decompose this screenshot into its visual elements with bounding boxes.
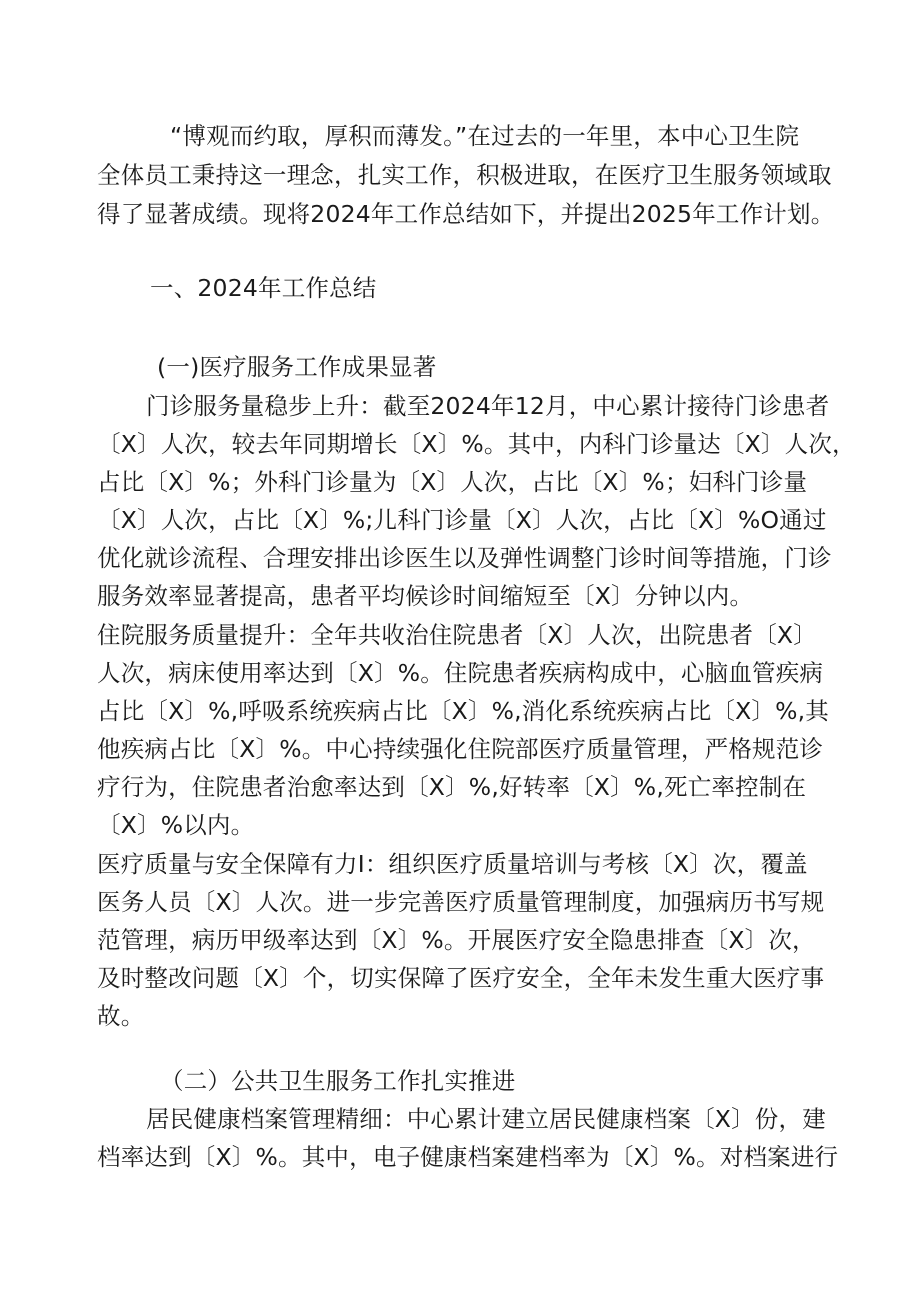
inpatient-line-6: 〔X〕%以内。: [97, 811, 255, 839]
section-heading-2024-summary: 一、2024年工作总结: [150, 274, 377, 302]
inpatient-line-4: 他疾病占比〔X〕%。中心持续强化住院部医疗质量管理，严格规范诊: [97, 735, 824, 763]
inpatient-line-5: 疗行为，住院患者治愈率达到〔X〕%,好转率〔X〕%,死亡率控制在: [97, 773, 807, 801]
subsection-heading-medical-service: (一)医疗服务工作成果显著: [157, 353, 437, 381]
health-records-line-1: 居民健康档案管理精细：中心累计建立居民健康档案〔X〕份，建: [146, 1105, 826, 1133]
intro-line-1: “博观而约取，厚积而薄发。”在过去的一年里，本中心卫生院: [170, 122, 800, 150]
health-records-line-2: 档率达到〔X〕%。其中，电子健康档案建档率为〔X〕%。对档案进行: [97, 1143, 839, 1171]
outpatient-line-1: 门诊服务量稳步上升：截至2024年12月，中心累计接待门诊患者: [146, 392, 830, 420]
outpatient-line-5: 优化就诊流程、合理安排出诊医生以及弹性调整门诊时间等措施，门诊: [97, 544, 832, 572]
outpatient-line-2: 〔X〕人次，较去年同期增长〔X〕%。其中，内科门诊量达〔X〕人次，: [97, 430, 856, 458]
inpatient-line-3: 占比〔X〕%,呼吸系统疾病占比〔X〕%,消化系统疾病占比〔X〕%,其: [97, 697, 829, 725]
outpatient-line-4: 〔X〕人次，占比〔X〕%;儿科门诊量〔X〕人次，占比〔X〕%O通过: [97, 506, 827, 534]
intro-line-2: 全体员工秉持这一理念，扎实工作，积极进取，在医疗卫生服务领域取: [97, 161, 832, 189]
quality-line-3: 范管理，病历甲级率达到〔X〕%。开展医疗安全隐患排查〔X〕次，: [97, 926, 816, 954]
outpatient-line-3: 占比〔X〕%；外科门诊量为〔X〕人次，占比〔X〕%；妇科门诊量: [97, 468, 808, 496]
outpatient-line-6: 服务效率显著提高，患者平均候诊时间缩短至〔X〕分钟以内。: [97, 582, 754, 610]
quality-line-4: 及时整改问题〔X〕个，切实保障了医疗安全，全年未发生重大医疗事: [97, 964, 825, 992]
quality-line-5: 故。: [97, 1002, 145, 1030]
quality-line-1: 医疗质量与安全保障有力I：组织医疗质量培训与考核〔X〕次，覆盖: [97, 850, 808, 878]
inpatient-line-2: 人次，病床使用率达到〔X〕%。住院患者疾病构成中，心脑血管疾病: [97, 659, 824, 687]
quality-line-2: 医务人员〔X〕人次。进一步完善医疗质量管理制度，加强病历书写规: [97, 888, 825, 916]
intro-line-3: 得了显著成绩。现将2024年工作总结如下，并提出2025年工作计划。: [97, 200, 835, 228]
subsection-heading-public-health: （二）公共卫生服务工作扎实推进: [160, 1067, 516, 1095]
inpatient-line-1: 住院服务质量提升：全年共收治住院患者〔X〕人次，出院患者〔X〕: [97, 621, 817, 649]
